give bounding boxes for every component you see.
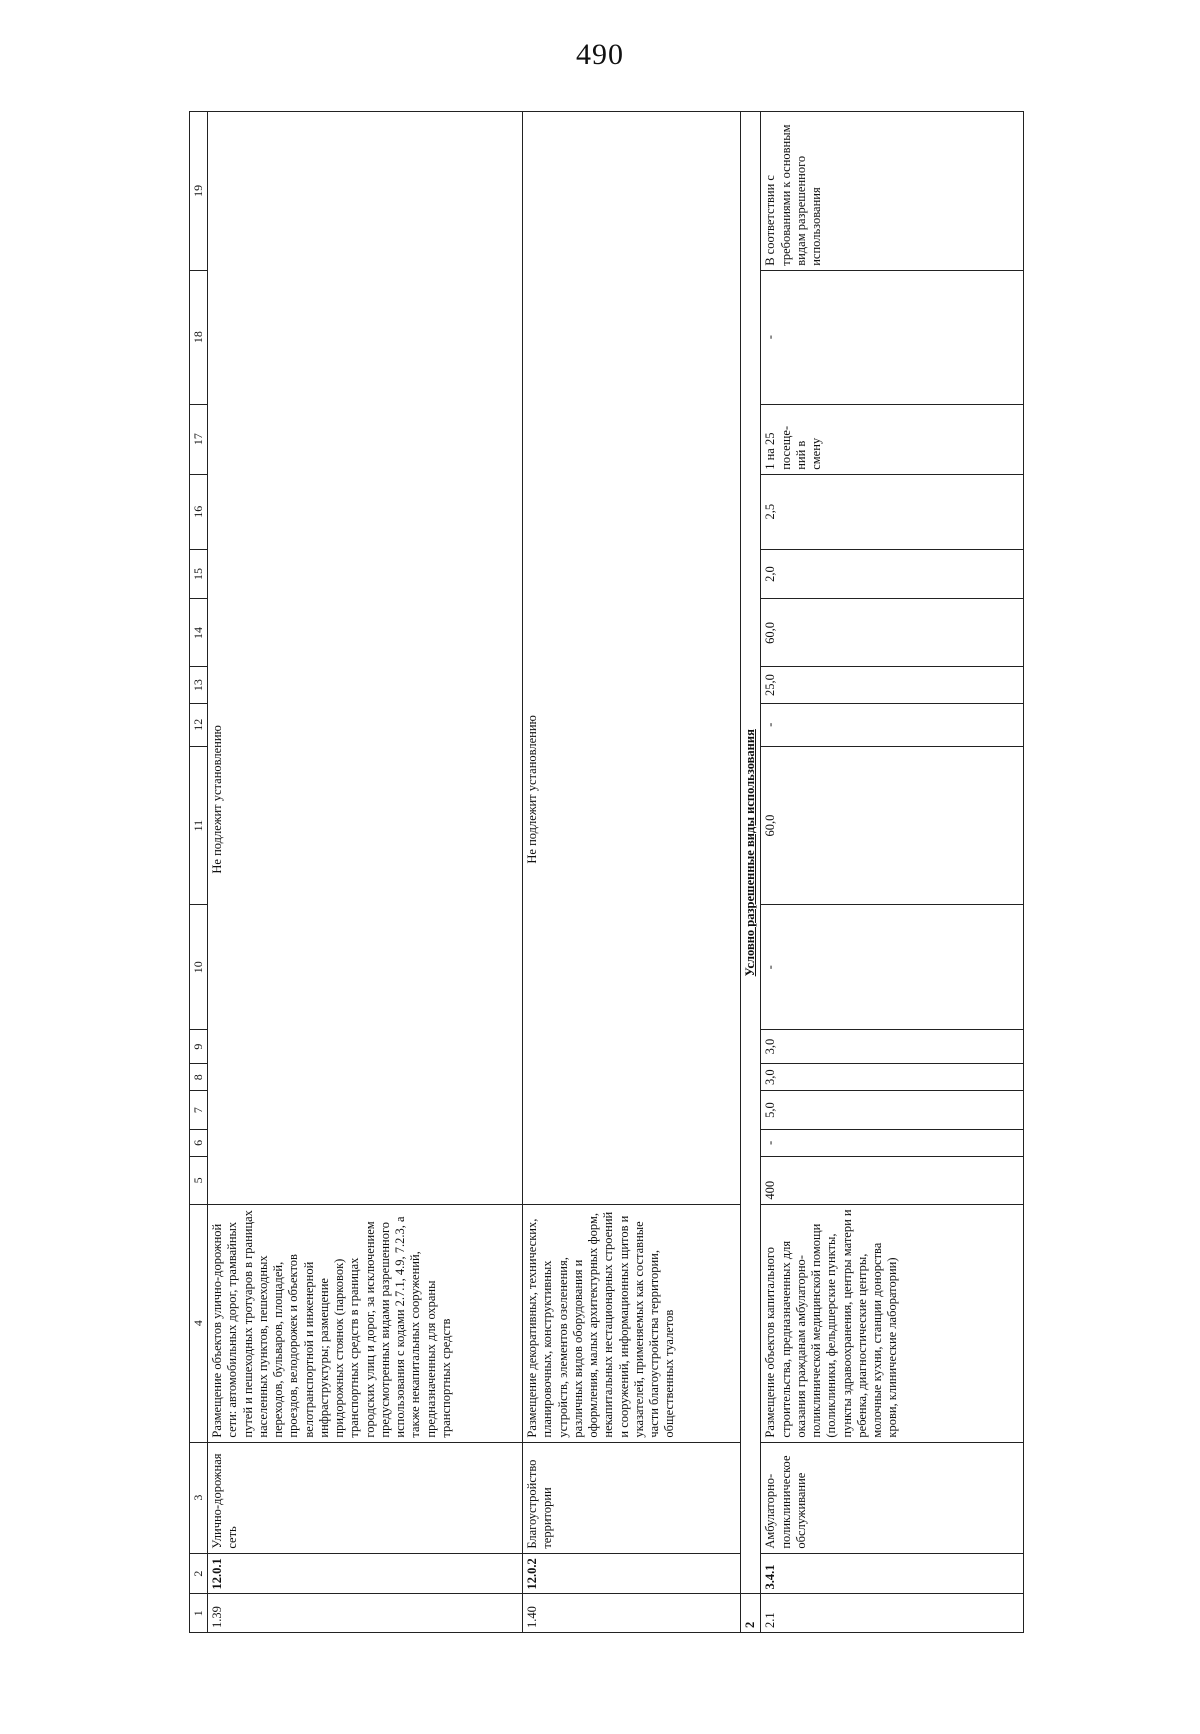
header-cell: 4: [190, 1204, 208, 1442]
regulations-table: [189, 111, 1024, 1633]
header-cell: 5: [190, 1157, 208, 1205]
cell-5: 400: [761, 1157, 1024, 1205]
cell-17: 1 на 25 посеще-ний в смену: [761, 404, 1024, 474]
header-cell: 13: [190, 667, 208, 703]
header-cell: 12: [190, 703, 208, 746]
row-name: Улично-дорожная сеть: [208, 1442, 523, 1553]
header-cell: 17: [190, 404, 208, 474]
cell-12: -: [761, 703, 1024, 746]
section-number: 2: [741, 1594, 761, 1633]
row-name: Благоустройство территории: [523, 1442, 741, 1553]
section-row: [741, 112, 761, 1633]
row-description: Размещение декоративных, технических, планировочных, конструктивных устройств, элементов озеленения, различных видов оборудования и оформления, малых архитектурных форм, некапитальных нестационарных строений и сооружений, информационных щитов и указателей, применяемых как составные части благоустройства территории, общественных туалетов: [523, 1204, 741, 1442]
row-note-text: Не подлежит установлению: [210, 725, 224, 874]
header-cell: 19: [190, 112, 208, 271]
cell-18: -: [761, 270, 1024, 404]
table-row: [761, 112, 1024, 1633]
section-title: [741, 112, 761, 1594]
table-row: [208, 112, 523, 1633]
cell-10: -: [761, 905, 1024, 1030]
header-cell: 2: [190, 1553, 208, 1594]
row-number: 2.1: [761, 1594, 1024, 1633]
cell-9: 3,0: [761, 1030, 1024, 1064]
row-code: 3.4.1: [761, 1553, 1024, 1594]
header-cell: 6: [190, 1129, 208, 1156]
table-row: [523, 112, 741, 1633]
row-note: [523, 112, 741, 1205]
cell-15: 2,0: [761, 549, 1024, 599]
header-cell: 18: [190, 270, 208, 404]
cell-8: 3,0: [761, 1064, 1024, 1091]
row-description: Размещение объектов капитального строительства, предназначенных для оказания гражданам амбулаторно-поликлинической медицинской помощи (поликлиники, фельдшерские пункты, пункты здравоохранения, центры матери и ребенка, диагностические центры, молочные кухни, станции донорства крови, клинические лаборатории): [761, 1204, 1024, 1442]
cell-7: 5,0: [761, 1091, 1024, 1130]
header-cell: 16: [190, 474, 208, 549]
header-cell: 14: [190, 599, 208, 667]
cell-13: 25,0: [761, 667, 1024, 703]
rotated-table-container: [189, 111, 1024, 1633]
header-cell: 3: [190, 1442, 208, 1553]
header-cell: 7: [190, 1091, 208, 1130]
header-cell: 11: [190, 746, 208, 905]
row-note-text: Не подлежит установлению: [525, 715, 539, 864]
cell-16: 2,5: [761, 474, 1024, 549]
header-row: [190, 112, 208, 1633]
row-note: [208, 112, 523, 1205]
row-code: 12.0.1: [208, 1553, 523, 1594]
row-number: 1.40: [523, 1594, 741, 1633]
row-code: 12.0.2: [523, 1553, 741, 1594]
row-number: 1.39: [208, 1594, 523, 1633]
header-cell: 8: [190, 1064, 208, 1091]
cell-14: 60,0: [761, 599, 1024, 667]
header-cell: 9: [190, 1030, 208, 1064]
cell-6: -: [761, 1129, 1024, 1156]
page-number: 490: [576, 38, 624, 71]
section-title-text: Условно разрешенные виды использования: [743, 729, 757, 977]
cell-19: В соответствии с требованиями к основным видам разрешенного использования: [761, 112, 1024, 271]
row-description: Размещение объектов улично-дорожной сети: автомобильных дорог, трамвайных путей и пешеходных тротуаров в границах населенных пунктов, пешеходных переходов, бульваров, площадей, проездов, велодорожек и объектов велотранспортной и инженерной инфраструктуры; размещение придорожных стоянок (парковок) транспортных средств в границах городских улиц и дорог, за исключением предусмотренных видами разрешенного использования с кодами 2.7.1, 4.9, 7.2.3, а также некапитальных сооружений, предназначенных для охраны транспортных средств: [208, 1204, 523, 1442]
header-cell: 15: [190, 549, 208, 599]
header-cell: 1: [190, 1594, 208, 1633]
header-cell: 10: [190, 905, 208, 1030]
row-name: Амбулаторно-поликлиническое обслуживание: [761, 1442, 1024, 1553]
cell-11: 60,0: [761, 746, 1024, 905]
